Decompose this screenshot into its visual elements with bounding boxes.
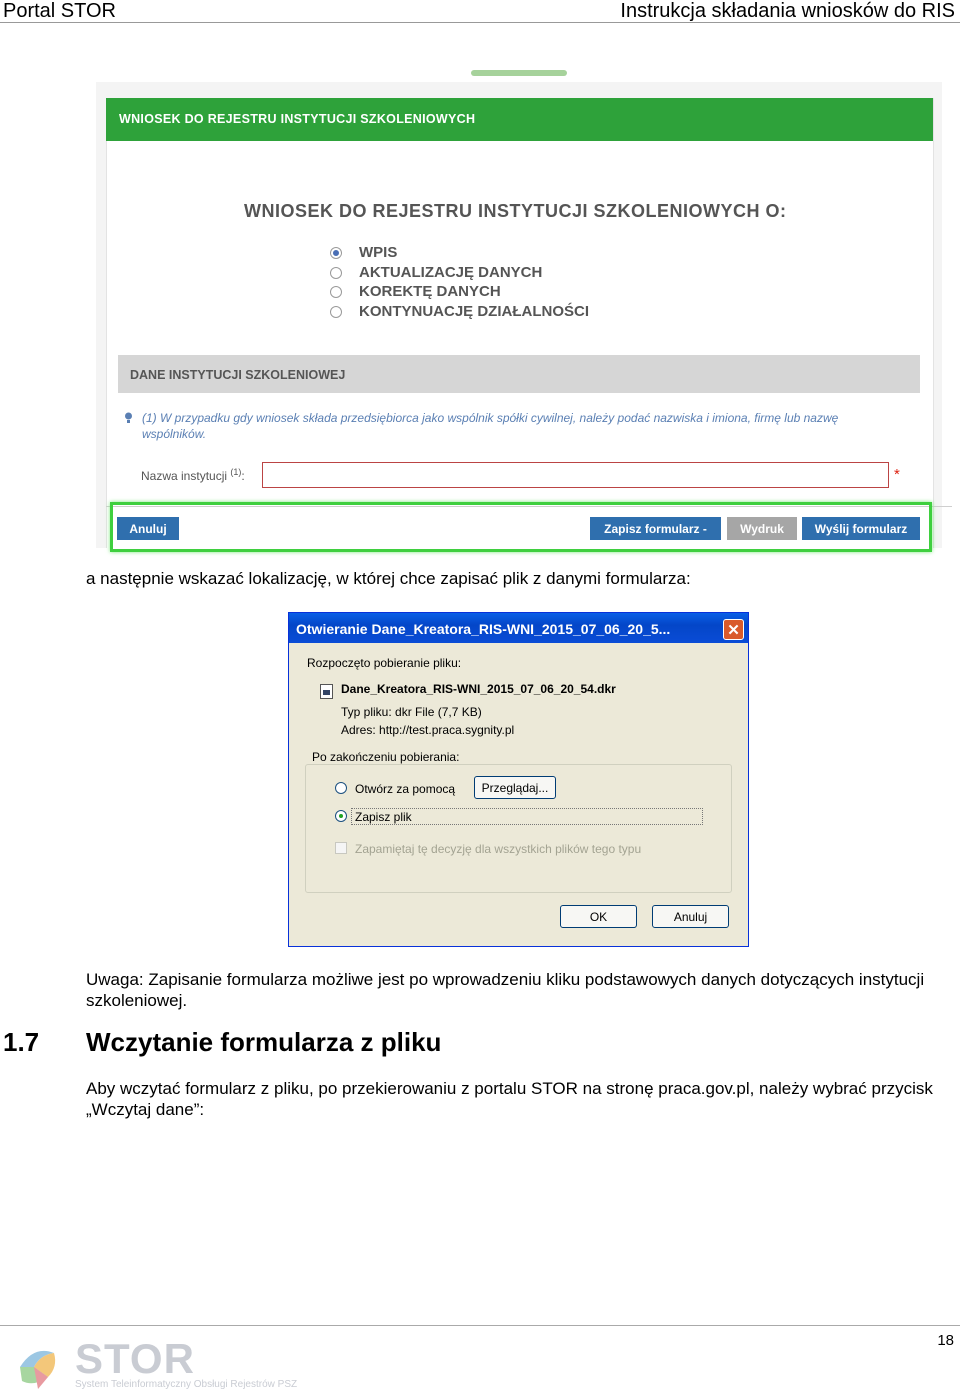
- remember-checkbox[interactable]: [335, 842, 347, 854]
- dialog-cancel-button[interactable]: Anuluj: [652, 905, 729, 928]
- browse-button[interactable]: Przeglądaj...: [474, 776, 556, 799]
- lightbulb-icon: [124, 412, 133, 424]
- section-header-bar: [118, 355, 920, 393]
- info-note: (1) W przypadku gdy wniosek składa przedsiębiorca jako wspólnik spółki cywilnej, należy podać nazwiska i imiona, firmę lub nazwę wspólników.: [142, 411, 839, 441]
- close-icon: ✕: [727, 622, 740, 639]
- form-title: WNIOSEK DO REJESTRU INSTYTUCJI SZKOLENIOWYCH O:: [244, 201, 787, 221]
- radio-label: AKTUALIZACJĘ DANYCH: [359, 264, 543, 281]
- required-mark: *: [894, 466, 900, 483]
- header-divider: [0, 22, 960, 23]
- header-right: Instrukcja składania wniosków do RIS: [620, 0, 955, 22]
- file-address-row: Adres: http://test.praca.sygnity.pl: [341, 723, 515, 737]
- section-number: 1.7: [3, 1027, 40, 1057]
- save-file-radio[interactable]: [335, 810, 347, 822]
- paragraph-2: Uwaga: Zapisanie formularza możliwe jest po wprowadzeniu kliku podstawowych danych dotyczących instytucji szkoleniowej.: [86, 970, 925, 1010]
- section-header-title: DANE INSTYTUCJI SZKOLENIOWEJ: [130, 368, 346, 382]
- save-file-label: Zapisz plik: [355, 810, 412, 824]
- file-type-row: Typ pliku: dkr File (7,7 KB): [341, 705, 482, 719]
- file-icon: [320, 684, 333, 699]
- radio-label: KONTYNUACJĘ DZIAŁALNOŚCI: [359, 303, 590, 320]
- tab-indicator: [471, 70, 567, 76]
- radio-icon[interactable]: [330, 306, 342, 318]
- institution-name-input[interactable]: [262, 462, 889, 488]
- radio-selected-icon[interactable]: [330, 247, 342, 259]
- header-left: Portal STOR: [3, 0, 116, 22]
- cancel-button[interactable]: Anuluj: [117, 517, 179, 540]
- section-title: Wczytanie formularza z pliku: [86, 1027, 442, 1057]
- page-number: 18: [937, 1332, 954, 1349]
- stor-logo-icon: [14, 1337, 70, 1393]
- download-started-label: Rozpoczęto pobieranie pliku:: [307, 656, 462, 670]
- paragraph-3: Aby wczytać formularz z pliku, po przekierowaniu z portalu STOR na stronę praca.gov.pl, należy wybrać przycisk „Wczytaj dane”:: [86, 1079, 933, 1119]
- radio-icon[interactable]: [330, 267, 342, 279]
- filename: Dane_Kreatora_RIS-WNI_2015_07_06_20_54.dkr: [341, 682, 616, 696]
- radio-label: KOREKTĘ DANYCH: [359, 283, 501, 300]
- open-with-radio[interactable]: [335, 782, 347, 794]
- dialog-title-bar: [289, 613, 748, 643]
- remember-label: Zapamiętaj tę decyzję dla wszystkich plików tego typu: [355, 842, 642, 856]
- dialog-title: Otwieranie Dane_Kreatora_RIS-WNI_2015_07_06_20_5...: [296, 621, 671, 637]
- open-with-label: Otwórz za pomocą: [355, 782, 456, 796]
- logo-word: STOR: [75, 1335, 195, 1382]
- paragraph-1: a następnie wskazać lokalizację, w której chce zapisać plik z danymi formularza:: [86, 569, 691, 588]
- close-button[interactable]: [723, 619, 744, 640]
- form-screenshot: [86, 70, 952, 548]
- download-dialog: [288, 612, 749, 947]
- radio-label: WPIS: [359, 244, 398, 261]
- footer-divider: [0, 1325, 960, 1326]
- ok-button[interactable]: OK: [560, 905, 637, 928]
- send-form-button[interactable]: Wyślij formularz: [802, 517, 920, 540]
- logo-subtitle: System Teleinformatyczny Obsługi Rejestrów PSZ: [75, 1379, 298, 1390]
- print-button[interactable]: Wydruk: [727, 517, 797, 540]
- after-download-label: Po zakończeniu pobierania:: [312, 750, 460, 764]
- save-form-button[interactable]: Zapisz formularz -: [590, 517, 721, 540]
- form-header-title: WNIOSEK DO REJESTRU INSTYTUCJI SZKOLENIOWYCH: [119, 112, 476, 126]
- institution-name-label: Nazwa instytucji $^{(1)}$:: [141, 467, 245, 483]
- radio-icon[interactable]: [330, 286, 342, 298]
- form-header-bar: [106, 98, 933, 141]
